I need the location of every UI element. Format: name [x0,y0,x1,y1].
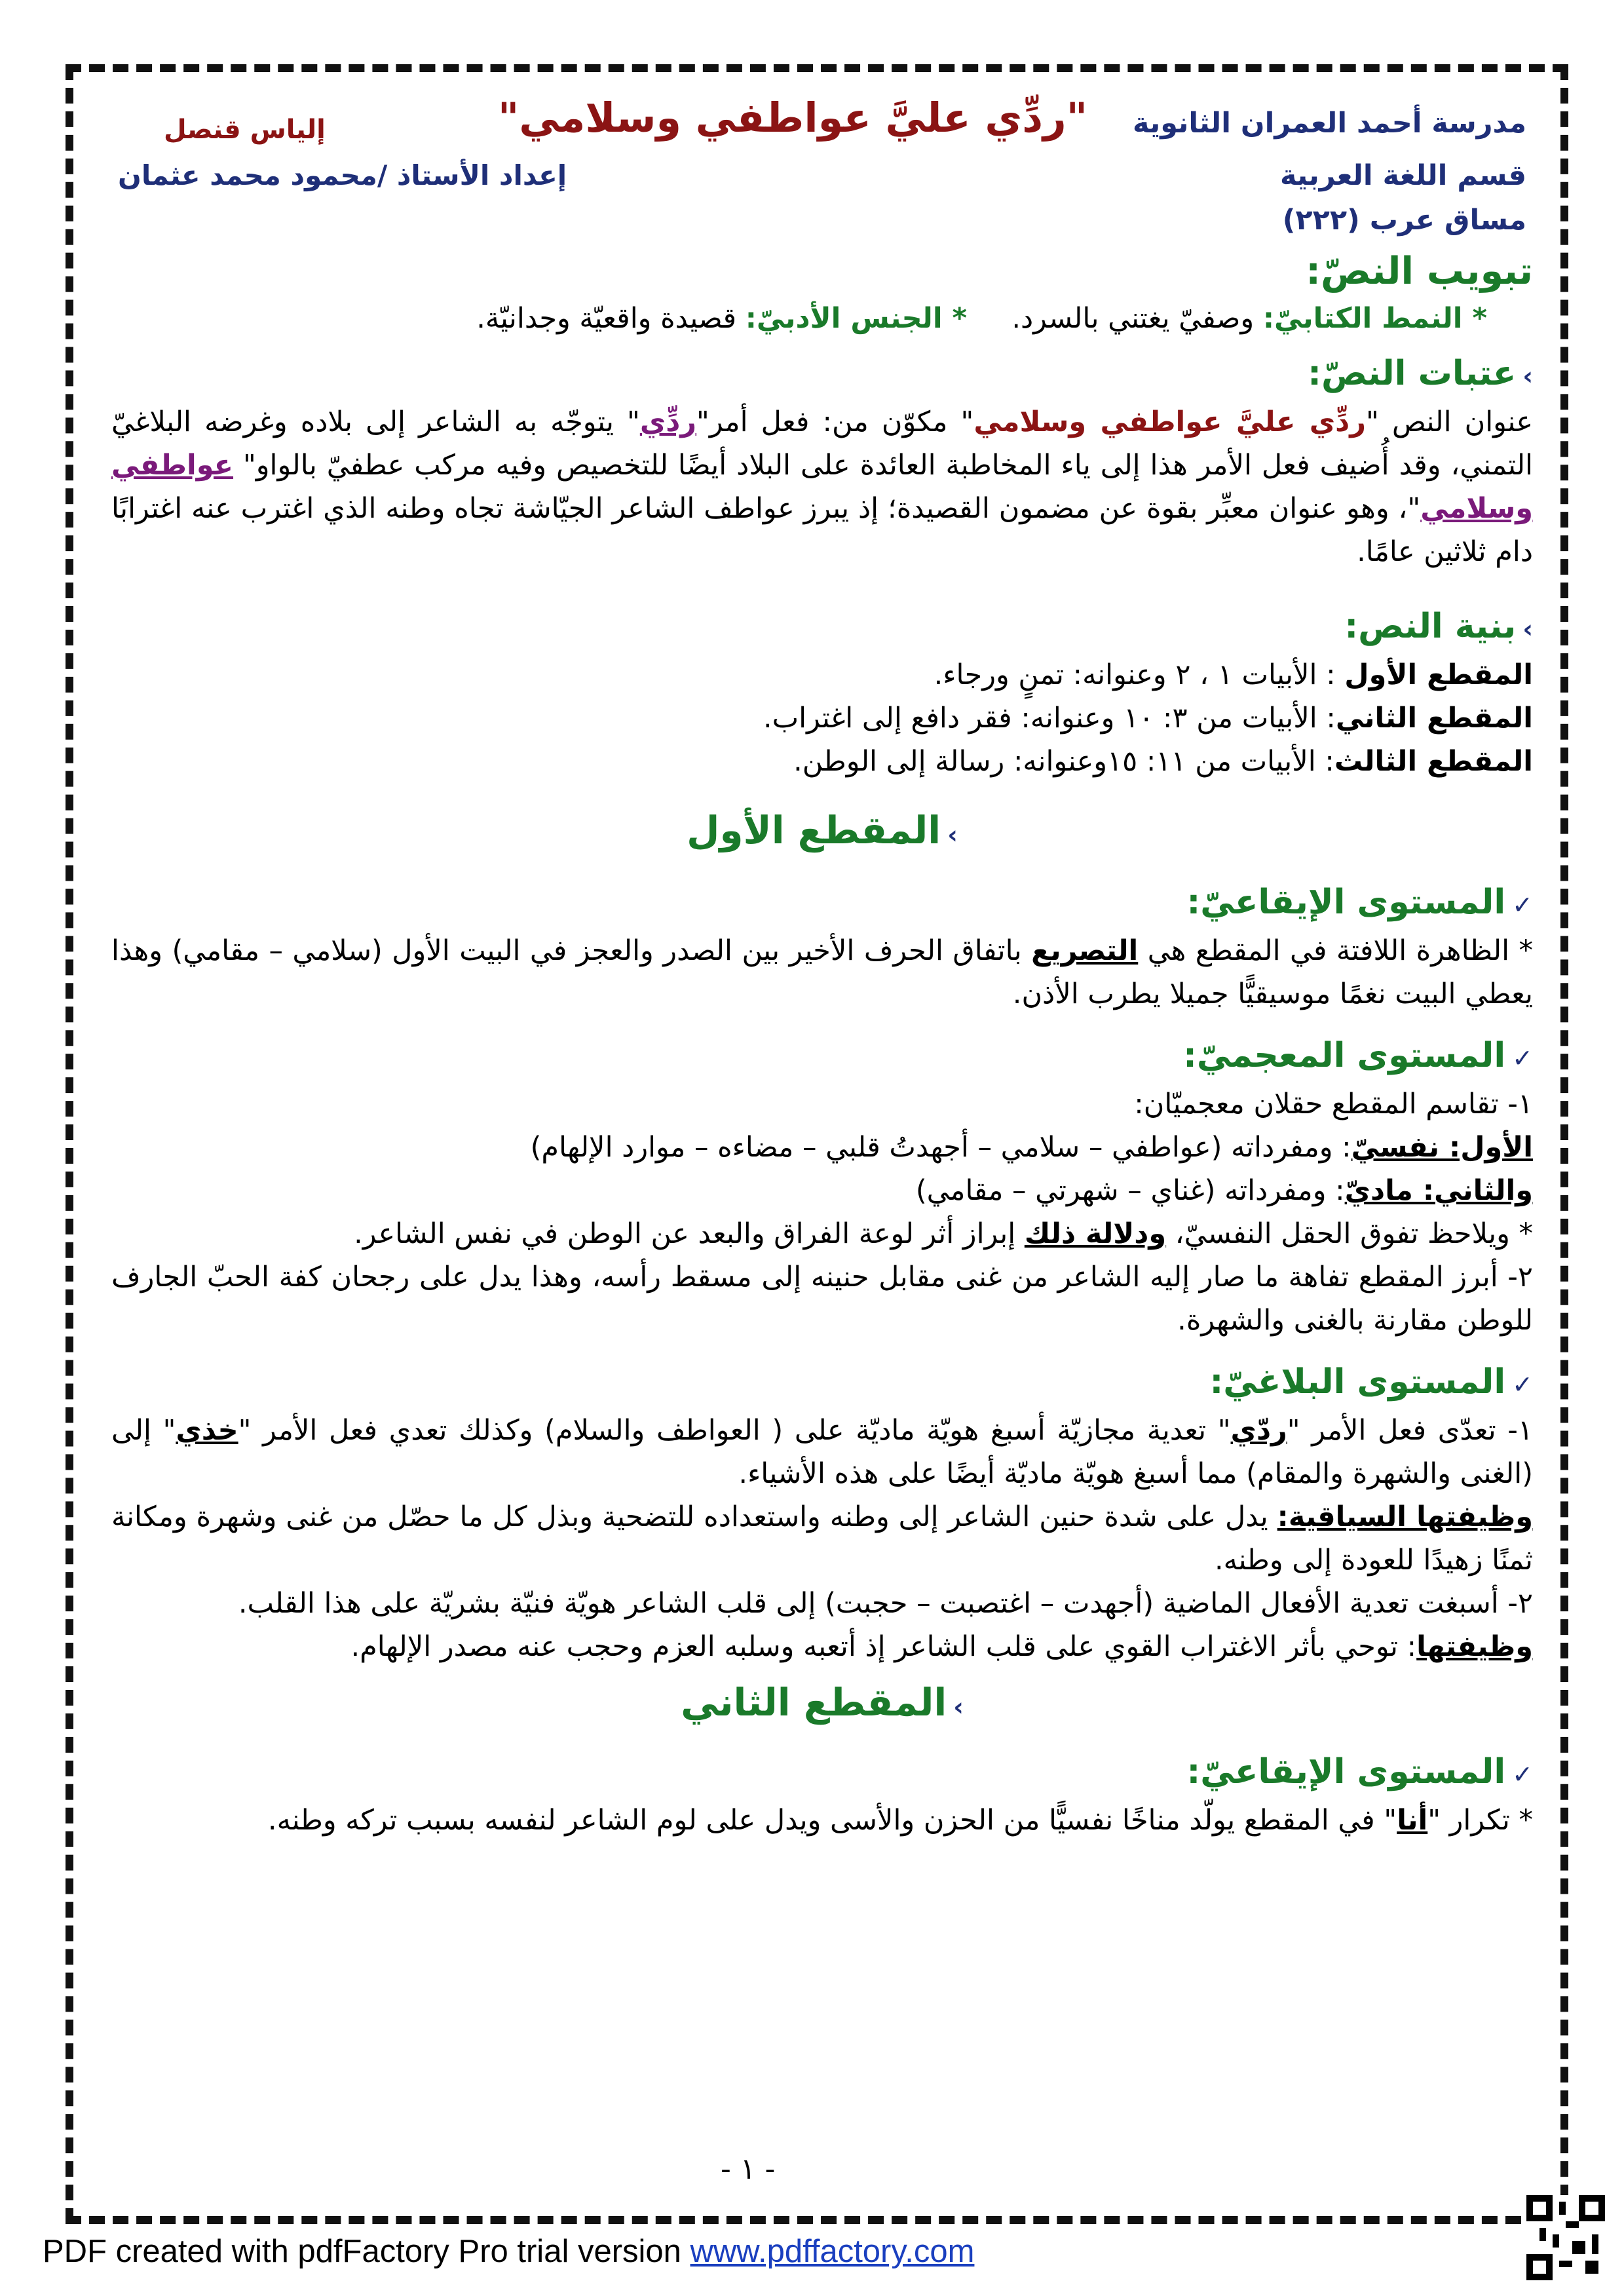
lexical-point-2: ٢- أبرز المقطع تفاهة ما صار إليه الشاعر من غنى مقابل حنينه إلى مسقط رأسه، وهذا يدل على رجحان كفة الحبّ الجارف للوطن مقارنة بالغنى والشهرة. [111,1261,1533,1337]
rhetoric-function-2: وظيفتها: توحي بأثر الاغتراب القوي على قلب الشاعر إذ أتعبه وسلبه العزم وحجب عنه مصدر الإلهام. [350,1630,1533,1663]
first-lexical-heading: ✓المستوى المعجميّ: [1183,1036,1533,1075]
second-rhythm-text: * تكرار "أنا" في المقطع يولّد مناخًا نفسيًّا من الحزن والأسى ويدل على لوم الشاعر لنفسه بسبب تركه وطنه. [267,1804,1533,1837]
bullet-icon: › [947,820,958,849]
qr-code-icon [1526,2195,1605,2280]
page-number: - ١ - [721,2152,776,2186]
check-icon: ✓ [1512,1044,1533,1073]
document-body [111,246,1533,1842]
first-rhetoric-heading: ✓المستوى البلاغيّ: [1209,1362,1533,1402]
rhetoric-point-2: ٢- أسبغت تعدية الأفعال الماضية (أجهدت – اغتصبت – حجبت) إلى قلب الشاعر هويّة فنيّة بشريّة على هذا القلب. [238,1587,1533,1620]
lexical-field-1: الأول: نفسيّ: ومفرداته (عواطفي – سلامي – أجهدتُ قلبي – مضاءه – موارد الإلهام) [530,1131,1533,1164]
pdf-footer [43,2233,974,2270]
lexical-note: * ويلاحظ تفوق الحقل النفسيّ، ودلالة ذلك إبراز أثر لوعة الفراق والبعد عن الوطن في نفس الشاعر. [354,1217,1533,1250]
genre-label: * الجنس الأدبيّ: [745,302,968,335]
structure-heading: ›بنية النص: [1344,607,1533,646]
structure-seg3: المقطع الثالث: الأبيات من ١١: ١٥وعنوانه: رسالة إلى الوطن. [793,745,1533,778]
poem-title: "ردِّي عليَّ عواطفي وسلامي" [498,94,1087,142]
pdf-footer-text: PDF created with pdfFactory Pro trial version [43,2234,690,2269]
prepared-by: إعداد الأستاذ /محمود محمد عثمان [118,159,567,191]
genre-value: قصيدة واقعيّة وجدانيّة. [476,302,746,335]
lexical-intro: ١- تقاسم المقطع حقلان معجميّان: [1134,1088,1533,1120]
pattern-label: * النمط الكتابيّ: [1262,302,1487,335]
thresholds-paragraph: عنوان النص "ردِّي عليَّ عواطفي وسلامي" مكوّن من: فعل أمر"ردِّي" يتوجّه به الشاعر إلى بلاده وغرضه البلاغيّ التمني، وقد أُضيف فعل الأمر هذا إلى ياء المخاطبة العائدة على البلاد أيضًا للتخصيص وفيه مركب عطفيّ بالواو" عواطفي وسلامي"، وهو عنوان معبِّر بقوة عن مضمون القصيدة؛ إذ يبرز عواطف الشاعر الجيّاشة تجاه وطنه الذي اغترب عنه اغترابًا دام ثلاثين عامًا. [111,406,1534,568]
course-name: مساق عرب (٢٢٢) [1282,204,1526,237]
first-rhythm-heading: ✓المستوى الإيقاعيّ: [1186,883,1533,922]
school-name: مدرسة أحمد العمران الثانوية [1133,107,1526,140]
check-icon: ✓ [1512,1370,1533,1399]
department-name: قسم اللغة العربية [1279,159,1526,192]
bullet-icon: › [1522,362,1533,391]
rhetoric-function-1: وظيفتها السياقية: يدل على شدة حنين الشاعر إلى وطنه واستعداده للتضحية وبذل كل ما حصّل من غنى وشهرة ومكانة ثمنًا زهيدًا للعودة إلى وطنه. [111,1501,1534,1577]
rhetoric-point-1: ١- تعدّى فعل الأمر "ردّي" تعدية مجازيّة أسبغ هويّة ماديّة على ( العواطف والسلام) وكذلك تعدي فعل الأمر "خذي" إلى (الغنى والشهرة والمقام) مما أسبغ هويّة ماديّة أيضًا على هذه الأشياء. [111,1414,1533,1490]
pdffactory-link[interactable]: www.pdffactory.com [690,2234,975,2269]
second-rhythm-heading: ✓المستوى الإيقاعيّ: [1186,1752,1533,1791]
first-segment-heading: ›المقطع الأول [687,808,958,852]
classification-line [111,297,1533,340]
bullet-icon: › [1522,615,1533,643]
first-rhythm-text: * الظاهرة اللافتة في المقطع هي التصريع باتفاق الحرف الأخير بين الصدر والعجز في البيت الأول (سلامي – مقامي) وهذا يعطي البيت نغمًا موسيقيًّا جميلا يطرب الأذن. [111,934,1533,1010]
poet-name: إلياس قنصل [164,115,326,145]
pattern-value: وصفيّ يغتني بالسرد. [1011,302,1263,335]
check-icon: ✓ [1512,1760,1533,1789]
check-icon: ✓ [1512,890,1533,919]
structure-seg2: المقطع الثاني: الأبيات من ٣: ١٠ وعنوانه: فقر دافع إلى اغتراب. [763,702,1533,735]
lexical-field-2: والثاني: ماديّ: ومفرداته (غناي – شهرتي – مقامي) [915,1174,1533,1207]
thresholds-heading: ›عتبات النصّ: [1308,354,1533,393]
document-page [92,88,1539,2192]
bullet-icon: › [953,1693,964,1721]
second-segment-heading: ›المقطع الثاني [681,1680,964,1725]
structure-seg1: المقطع الأول : الأبيات ١ ، ٢ وعنوانه: تمنٍ ورجاء. [934,659,1533,691]
classification-heading: تبويب النصّ: [1306,250,1533,293]
